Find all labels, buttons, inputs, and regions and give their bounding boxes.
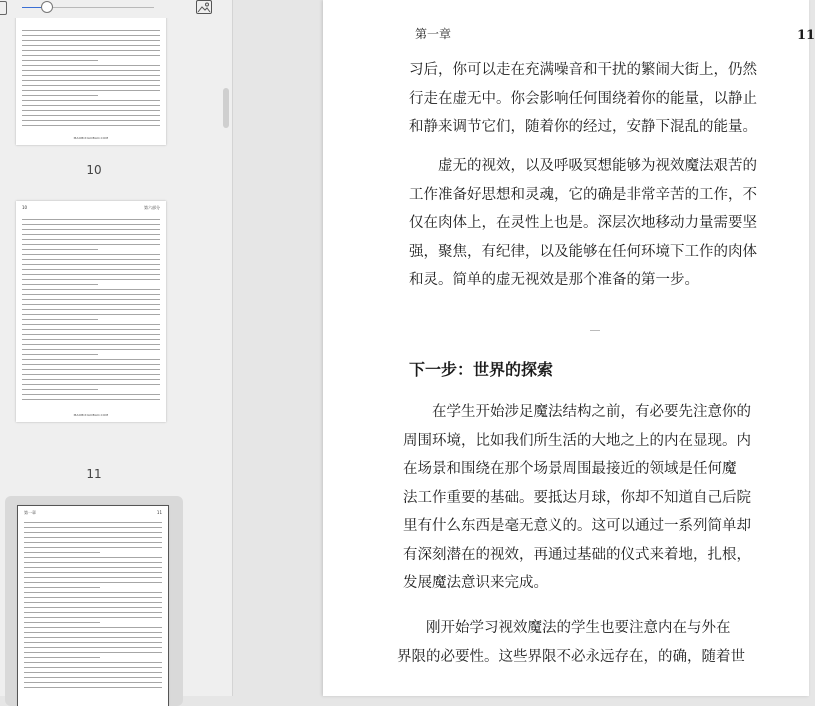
- thumbnail-text-line: [24, 687, 162, 688]
- thumbnail-text-line: [22, 324, 160, 325]
- thumbnail-text-line: [24, 612, 162, 613]
- thumbnail-label-11: 11: [86, 467, 102, 481]
- text-line: 强，聚焦，有纪律，以及能够在任何环境下工作的肉体: [409, 243, 757, 260]
- thumbnail-text-line: [24, 657, 100, 658]
- thumbnail-text-line: [24, 522, 162, 523]
- thumbnail-text-line: [22, 30, 160, 31]
- thumbnail-text-line: [22, 364, 160, 365]
- paragraph-2: [409, 152, 769, 295]
- thumbnail-text-line: [24, 627, 162, 628]
- thumbnail-text-line: [24, 637, 162, 638]
- thumbnail-text-line: [24, 667, 162, 668]
- thumbnail-text-line: [22, 80, 160, 81]
- thumbnail-text-line: [22, 35, 160, 36]
- thumbnail-text-line: [22, 244, 160, 245]
- thumbnail-text-line: [22, 90, 160, 91]
- thumbnail-text-line: [22, 329, 160, 330]
- section-divider: [590, 330, 600, 331]
- thumbnail-text-line: [24, 617, 162, 618]
- thumbnail-text-line: [24, 677, 162, 678]
- thumbnail-text-line: [22, 60, 98, 61]
- thumbnail-text-line: [22, 354, 98, 355]
- thumbnail-text-line: [24, 567, 162, 568]
- thumbnail-text-line: [22, 289, 160, 290]
- thumbnail-text-line: [24, 607, 162, 608]
- thumbnail-header-right: 第六部分: [144, 205, 160, 210]
- text-line: 里有什么东西是毫无意义的。这可以通过一系列简单却: [403, 518, 751, 534]
- thumbnail-text-line: [22, 334, 160, 335]
- thumbnail-text-line: [22, 110, 160, 111]
- thumbnail-footer: MAOBIXIAOBAO.COM: [73, 413, 109, 417]
- thumbnail-text-line: [22, 219, 160, 220]
- thumbnail-text-lines: [22, 30, 160, 130]
- text-line: 在学生开始涉足魔法结构之前，有必要先注意你的: [432, 404, 751, 420]
- thumbnail-text-line: [22, 319, 98, 320]
- thumbnail-text-line: [22, 379, 160, 380]
- thumbnail-text-line: [22, 284, 98, 285]
- text-line: 刚开始学习视效魔法的学生也要注意内在与外在: [426, 620, 731, 636]
- thumbnail-text-line: [22, 369, 160, 370]
- thumbnail-text-line: [22, 224, 160, 225]
- thumbnail-text-line: [22, 65, 160, 66]
- document-page: [323, 0, 815, 696]
- zoom-slider-knob[interactable]: [41, 1, 53, 13]
- thumbnail-text-line: [22, 249, 98, 250]
- thumbnail-header-left: 10: [22, 205, 28, 210]
- text-line: 界限的必要性。这些界限不必永远存在，的确，随着世: [397, 648, 745, 665]
- thumbnail-text-line: [22, 40, 160, 41]
- thumbnail-header-left: 第一章: [24, 510, 36, 515]
- text-line: 习后，你可以走在充满噪音和干扰的繁闹大街上，仍然: [409, 62, 757, 78]
- thumbnail-text-line: [24, 602, 162, 603]
- paragraph-3: [403, 398, 769, 598]
- thumbnail-text-line: [24, 562, 162, 563]
- thumbnail-text-line: [22, 115, 160, 116]
- thumbnail-text-line: [24, 672, 162, 673]
- thumbnail-text-line: [22, 309, 160, 310]
- thumbnail-text-line: [24, 552, 100, 553]
- thumbnail-page-10[interactable]: [5, 0, 183, 152]
- thumbnail-text-line: [22, 259, 160, 260]
- paragraph-1: [409, 56, 769, 142]
- thumbnail-text-line: [22, 100, 160, 101]
- thumbnail-text-line: [22, 339, 160, 340]
- thumbnail-text-line: [22, 389, 98, 390]
- thumbnail-text-lines: [24, 522, 162, 692]
- thumbnail-text-line: [22, 399, 160, 400]
- thumbnail-text-line: [24, 572, 162, 573]
- thumbnail-label-10: 10: [86, 163, 102, 177]
- thumbnail-text-line: [22, 229, 160, 230]
- thumbnail-text-line: [22, 239, 160, 240]
- thumbnail-text-line: [22, 374, 160, 375]
- text-line: 在场景和围绕在那个场景周围最接近的领域是任何魔: [403, 461, 737, 477]
- thumbnail-text-line: [22, 274, 160, 275]
- sidebar-scrollbar[interactable]: [223, 88, 229, 128]
- thumbnail-page-image: [16, 0, 166, 145]
- sidebar-toolbar: [0, 0, 232, 18]
- thumbnail-text-line: [24, 632, 162, 633]
- thumbnail-text-line: [24, 557, 162, 558]
- thumbnail-text-line: [22, 45, 160, 46]
- thumbnail-text-line: [22, 95, 98, 96]
- chapter-header: 第一章: [415, 27, 452, 41]
- thumbnail-text-line: [22, 344, 160, 345]
- thumbnail-text-line: [24, 597, 162, 598]
- thumbnail-text-line: [22, 384, 160, 385]
- thumbnail-text-line: [24, 577, 162, 578]
- text-line: 行走在虚无中。你会影响任何围绕着你的能量，以静止: [409, 90, 757, 107]
- page-number: 11: [797, 28, 815, 43]
- thumbnail-text-line: [24, 652, 162, 653]
- thumbnail-text-line: [22, 294, 160, 295]
- thumbnail-page-image: [16, 201, 166, 422]
- paragraph-4: [397, 614, 769, 671]
- thumbnail-text-line: [24, 532, 162, 533]
- thumbnail-text-line: [24, 542, 162, 543]
- thumbnail-text-line: [24, 592, 162, 593]
- thumbnail-text-line: [24, 547, 162, 548]
- thumbnail-text-line: [22, 50, 160, 51]
- thumbnail-text-lines: [22, 219, 160, 404]
- thumbnail-text-line: [22, 269, 160, 270]
- document-viewer[interactable]: [233, 0, 815, 696]
- thumbnail-text-line: [22, 105, 160, 106]
- thumbnail-text-line: [22, 120, 160, 121]
- text-line: 工作准备好思想和灵魂，它的确是非常辛苦的工作，不: [409, 186, 757, 203]
- thumbnail-text-line: [22, 394, 160, 395]
- thumbnail-text-line: [22, 75, 160, 76]
- thumbnail-header-right: 11: [156, 510, 162, 515]
- thumbnail-text-line: [24, 642, 162, 643]
- text-line: 仅在肉体上，在灵性上也是。深层次地移动力量需要坚: [409, 215, 757, 231]
- text-line: 有深刻潜在的视效，再通过基础的仪式来着地，扎根，: [403, 546, 751, 563]
- thumbnail-page-12[interactable]: [5, 496, 183, 706]
- thumbnail-text-line: [22, 349, 160, 350]
- thumbnail-text-line: [22, 125, 160, 126]
- thumbnail-text-line: [22, 55, 160, 56]
- thumbnail-text-line: [22, 85, 160, 86]
- text-line: 法工作重要的基础。要抵达月球，你却不知道自己后院: [403, 489, 751, 506]
- thumbnail-text-line: [24, 662, 162, 663]
- thumbnail-text-line: [22, 254, 160, 255]
- thumbnail-text-line: [22, 234, 160, 235]
- text-line: 和灵。简单的虚无视效是那个准备的第一步。: [409, 272, 699, 288]
- thumbnail-footer: MAOBIXIAOBAO.COM: [73, 136, 109, 140]
- text-line: 发展魔法意识来完成。: [403, 575, 548, 591]
- thumbnail-text-line: [22, 299, 160, 300]
- sidebar-toggle-icon[interactable]: [0, 1, 7, 15]
- thumbnail-text-line: [24, 587, 100, 588]
- thumbnail-text-line: [24, 582, 162, 583]
- thumbnail-text-line: [24, 682, 162, 683]
- thumbnail-text-line: [22, 264, 160, 265]
- thumbnail-text-line: [24, 537, 162, 538]
- text-line: 周围环境，比如我们所生活的大地之上的内在显现。内: [403, 432, 751, 449]
- section-title: 下一步：世界的探索: [409, 360, 554, 379]
- thumbnail-text-line: [22, 279, 160, 280]
- thumbnail-sidebar[interactable]: [0, 0, 233, 696]
- text-line: 虚无的视效，以及呼吸冥想能够为视效魔法艰苦的: [438, 158, 757, 174]
- text-line: 和静来调节它们，随着你的经过，安静下混乱的能量。: [409, 119, 757, 135]
- image-icon[interactable]: [196, 0, 212, 14]
- thumbnail-text-line: [22, 359, 160, 360]
- thumbnail-text-line: [24, 622, 100, 623]
- thumbnail-text-line: [22, 304, 160, 305]
- thumbnail-page-11[interactable]: [5, 193, 183, 455]
- thumbnail-text-line: [22, 70, 160, 71]
- thumbnail-text-line: [22, 314, 160, 315]
- thumbnail-text-line: [24, 647, 162, 648]
- thumbnail-page-image: [18, 506, 168, 706]
- thumbnail-text-line: [24, 527, 162, 528]
